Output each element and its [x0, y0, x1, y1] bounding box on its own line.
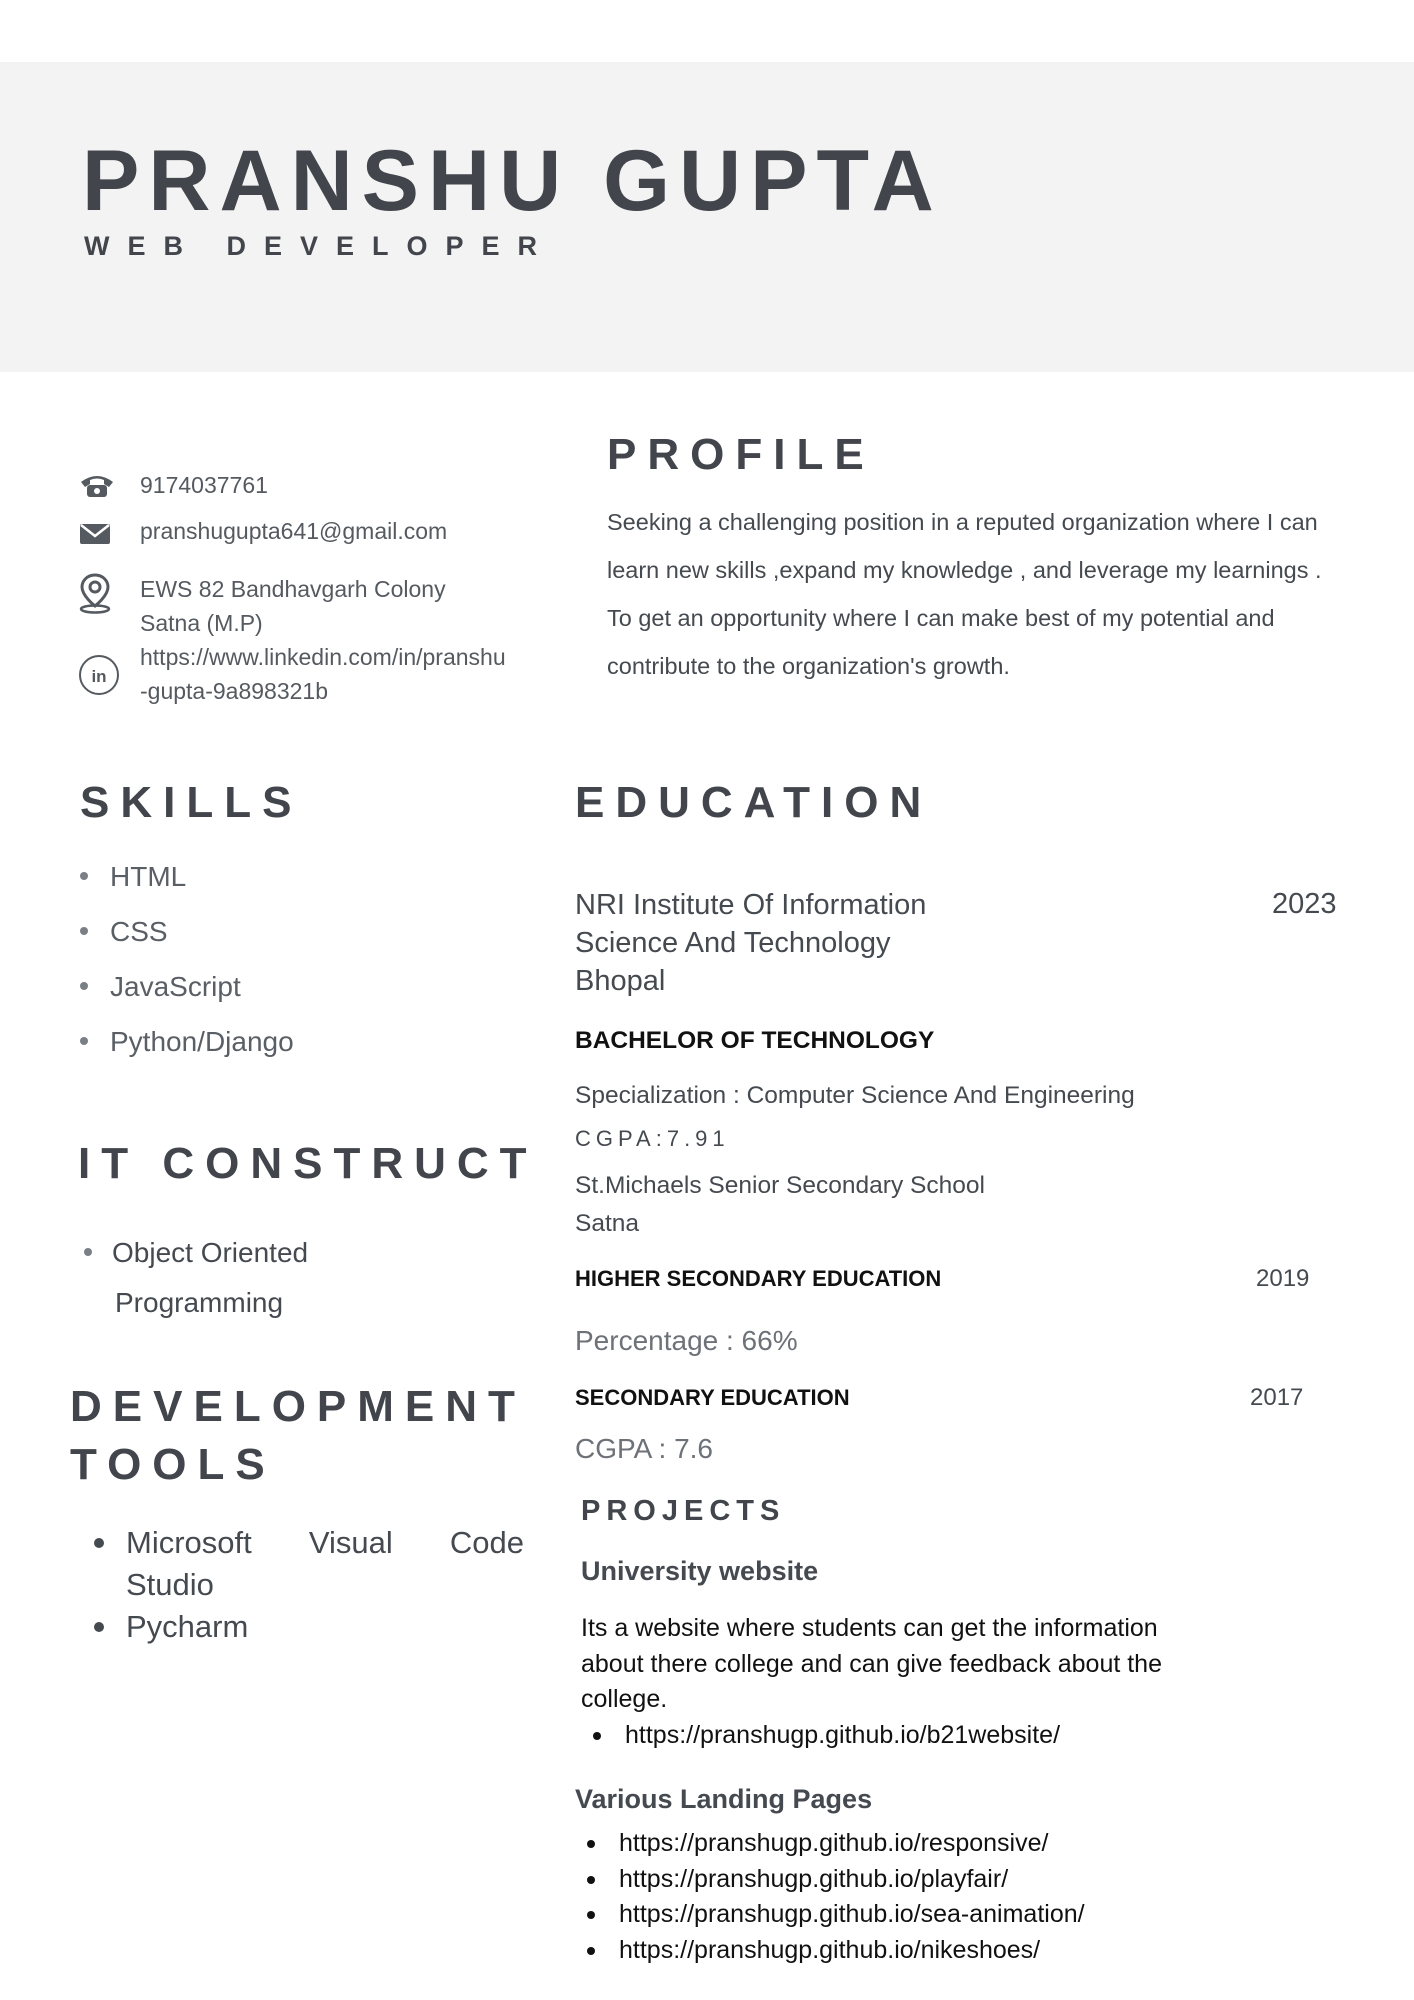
it-construct-item: Object Oriented Programming	[84, 1228, 384, 1328]
btech-cgpa: CGPA:7.91	[575, 1126, 730, 1151]
dev-tool-item: Microsoft Visual Code Studio	[94, 1522, 524, 1606]
hse-percentage: Percentage : 66%	[575, 1325, 798, 1356]
address-line-1: EWS 82 Bandhavgarh Colony	[140, 576, 446, 602]
contact-linkedin	[78, 640, 548, 712]
profile-heading: PROFILE	[607, 430, 875, 479]
skills-heading: SKILLS	[80, 778, 303, 827]
project-link[interactable]: https://pranshugp.github.io/playfair/	[575, 1862, 1085, 1898]
profile-text: Seeking a challenging position in a reputed organization where I can learn new skills ,expand my knowledge , and leverage my learnings . To get an opportunity where I can make best of my potential and contribute to the organization's growth.	[607, 509, 1322, 679]
specialization: Specialization : Computer Science And Engineering	[575, 1082, 1135, 1109]
dev-tools-list	[94, 1522, 524, 1648]
project-link[interactable]: https://pranshugp.github.io/responsive/	[575, 1826, 1085, 1862]
education-heading: EDUCATION	[575, 778, 933, 827]
projects-heading: PROJECTS	[581, 1495, 786, 1527]
college-name: NRI Institute Of Information Science And Technology Bhopal	[575, 889, 927, 997]
dev-tool-item: Pycharm	[94, 1606, 524, 1648]
linkedin-url-line-1[interactable]: https://www.linkedin.com/in/pranshu	[140, 644, 506, 670]
se-year: 2017	[1250, 1384, 1304, 1411]
it-construct-heading: IT CONSTRUCT	[78, 1139, 538, 1188]
job-title: WEB DEVELOPER	[84, 231, 556, 261]
address-line-2: Satna (M.P)	[140, 610, 263, 636]
project-link[interactable]: https://pranshugp.github.io/b21website/	[581, 1718, 1060, 1754]
school-name: St.Michaels Senior Secondary School	[575, 1172, 985, 1199]
svg-text:in: in	[91, 667, 107, 686]
skill-item: HTML	[80, 861, 186, 893]
se-cgpa: CGPA : 7.6	[575, 1433, 713, 1464]
hse-year: 2019	[1256, 1265, 1310, 1292]
project-description: Its a website where students can get the information about there college and can give feedback about the college.	[581, 1614, 1162, 1713]
location-pin-icon	[78, 572, 118, 612]
hse-title: HIGHER SECONDARY EDUCATION	[575, 1266, 942, 1291]
se-title: SECONDARY EDUCATION	[575, 1385, 850, 1410]
email-link[interactable]: pranshugupta641@gmail.com	[140, 518, 448, 544]
linkedin-url-line-2[interactable]: -gupta-9a898321b	[140, 678, 328, 704]
college-year: 2023	[1272, 888, 1337, 920]
contact-phone	[78, 470, 548, 510]
dev-tools-heading: DEVELOPMENT TOOLS	[70, 1382, 526, 1489]
contact-email	[78, 518, 548, 558]
linkedin-icon	[78, 654, 118, 694]
project-link[interactable]: https://pranshugp.github.io/sea-animation/	[575, 1897, 1085, 1933]
skill-item: JavaScript	[80, 971, 241, 1003]
contact-address	[78, 572, 548, 644]
phone-number: 9174037761	[140, 472, 268, 498]
school-city: Satna	[575, 1210, 640, 1237]
skill-item: CSS	[80, 916, 168, 948]
project-links	[581, 1718, 1060, 1754]
project-links	[575, 1826, 1085, 1968]
skill-item: Python/Django	[80, 1026, 294, 1058]
mail-icon	[78, 518, 118, 558]
degree: BACHELOR OF TECHNOLOGY	[575, 1027, 935, 1054]
project-link[interactable]: https://pranshugp.github.io/nikeshoes/	[575, 1933, 1085, 1969]
person-name: PRANSHU GUPTA	[82, 133, 943, 229]
project-title: Various Landing Pages	[575, 1784, 873, 1814]
phone-icon	[78, 470, 118, 510]
project-title: University website	[581, 1556, 819, 1586]
